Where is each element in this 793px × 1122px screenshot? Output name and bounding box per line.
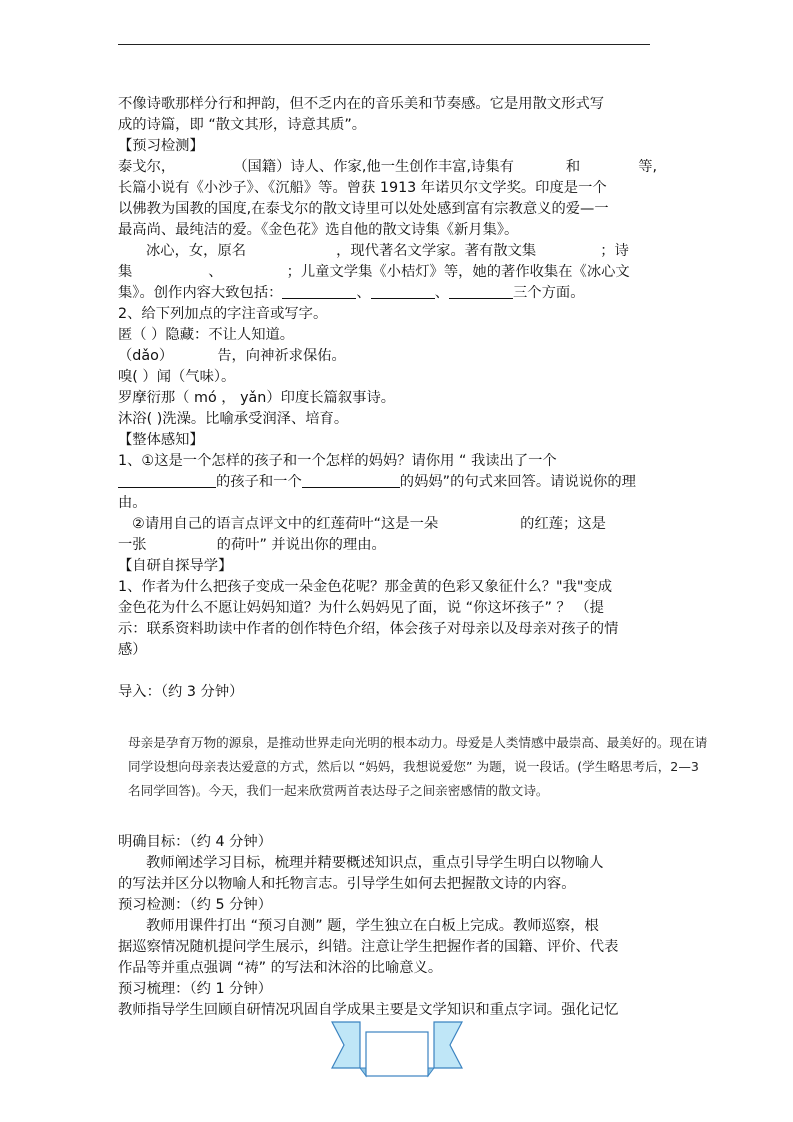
paragraph-line: 长篇小说有《小沙子》、《沉船》等。曾获 1913 年诺贝尔文学奖。印度是一个 [118,180,607,196]
step-text: 的写法并区分以物喻人和托物言志。引导学生如何去把握散文诗的内容。 [118,876,576,892]
fill-blank[interactable] [371,283,435,299]
question-heading: 2、给下列加点的字注音或写字。 [118,306,328,322]
question-line: 1、①这是一个怎样的孩子和一个怎样的妈妈？请你用 “ 我读出了一个 [118,453,557,469]
fill-blank[interactable] [302,472,400,488]
question-line: 示：联系资料助读中作者的创作特色介绍，体会孩子对母亲以及母亲对孩子的情 [118,621,619,637]
word-item: 匿（ ）隐藏：不让人知道。 [118,327,295,343]
intro-line: 名同学回答)。今天，我们一起来欣赏两首表达母子之间亲密感情的散文诗。 [128,783,549,798]
question-line: 金色花为什么不愿让妈妈知道？为什么妈妈见了面，说 “你这坏孩子” ？ （提 [118,600,604,616]
paragraph-line: 最高尚、最纯洁的爱。《金色花》选自他的散文诗集《新月集》。 [118,222,519,238]
question-line: 一张 的荷叶” 并说出你的理由。 [118,537,386,553]
bingxin-line: 集 、 ；儿童文学集《小桔灯》等，她的著作收集在《冰心文 [118,264,630,280]
step-text: 作品等并重点强调 “祷” 的写法和沐浴的比喻意义。 [118,960,443,976]
question-line: 感） [118,642,147,658]
section-heading-self-study: 【自研自探导学】 [118,558,233,574]
question-line: 的孩子和一个 的妈妈”的句式来回答。请说说你的理 [118,472,681,493]
step-text: 据巡察情况随机提问学生展示，纠错。注意让学生把握作者的国籍、评价、代表 [118,939,619,955]
fill-blank[interactable] [282,283,356,299]
intro-passage [118,731,778,803]
bingxin-line: 集》。创作内容大致包括： 、 、 三个方面。 [118,285,585,301]
paragraph-line: 不像诗歌那样分行和押韵，但不乏内在的音乐美和节奏感。它是用散文形式写 [118,96,605,112]
section-heading-overall: 【整体感知】 [118,432,204,448]
page-number-ribbon [330,1008,464,1080]
intro-label: 导入：（约 3 分钟） [118,684,244,700]
bingxin-line: 冰心，女，原名 ，现代著名文学家。著有散文集 ；诗 [146,243,629,259]
tagore-line: 泰戈尔， （国籍）诗人、作家,他一生创作丰富,诗集有 和 等, [118,159,658,175]
step-label: 明确目标：（约 4 分钟） [118,834,273,850]
word-item: （dǎo） 告，向神祈求保佑。 [118,348,346,364]
fill-blank[interactable] [118,472,216,488]
section-heading-preview: 【预习检测】 [118,138,204,154]
paragraph-line: 成的诗篇，即 “散文其形，诗意其质”。 [118,117,367,133]
fill-blank[interactable] [449,283,513,299]
word-item: 沐浴( )洗澡。比喻承受润泽、培育。 [118,411,349,427]
intro-line: 母亲是孕育万物的源泉，是推动世界走向光明的根本动力。母爱是人类情感中最崇高、最美好的。现在请 [128,735,708,750]
step-label: 预习梳理：（约 1 分钟） [118,981,273,997]
intro-line: 同学设想向母亲表达爱意的方式，然后以 “妈妈，我想说爱您” 为题，说一段话。(学生略思考后，2—3 [128,759,699,774]
step-label: 预习检测：（约 5 分钟） [118,897,273,913]
word-item: 罗摩衍那（ mó ， yǎn）印度长篇叙事诗。 [118,390,396,406]
document-body [118,94,681,703]
question-line: 由。 [118,495,147,511]
question-line: ②请用自己的语言点评文中的红莲荷叶“这是一朵 的红莲；这是 [132,516,606,532]
question-line: 1、作者为什么把孩子变成一朵金色花呢？那金黄的色彩又象征什么？"我"变成 [118,579,613,595]
step-text: 教师指导学生回顾自研情况巩固自学成果主要是文学知识和重点字词。强化记忆 [118,1002,619,1018]
lesson-steps [118,832,681,1021]
word-item: 嗅( ）闻（气味）。 [118,369,236,385]
header-rule [118,44,650,45]
step-text: 教师用课件打出 “预习自测” 题，学生独立在白板上完成。教师巡察，根 [146,918,599,934]
step-text: 教师阐述学习目标，梳理并精要概述知识点，重点引导学生明白以物喻人 [146,855,604,871]
paragraph-line: 以佛教为国教的国度,在泰戈尔的散文诗里可以处处感到富有宗教意义的爱—一 [118,201,609,217]
